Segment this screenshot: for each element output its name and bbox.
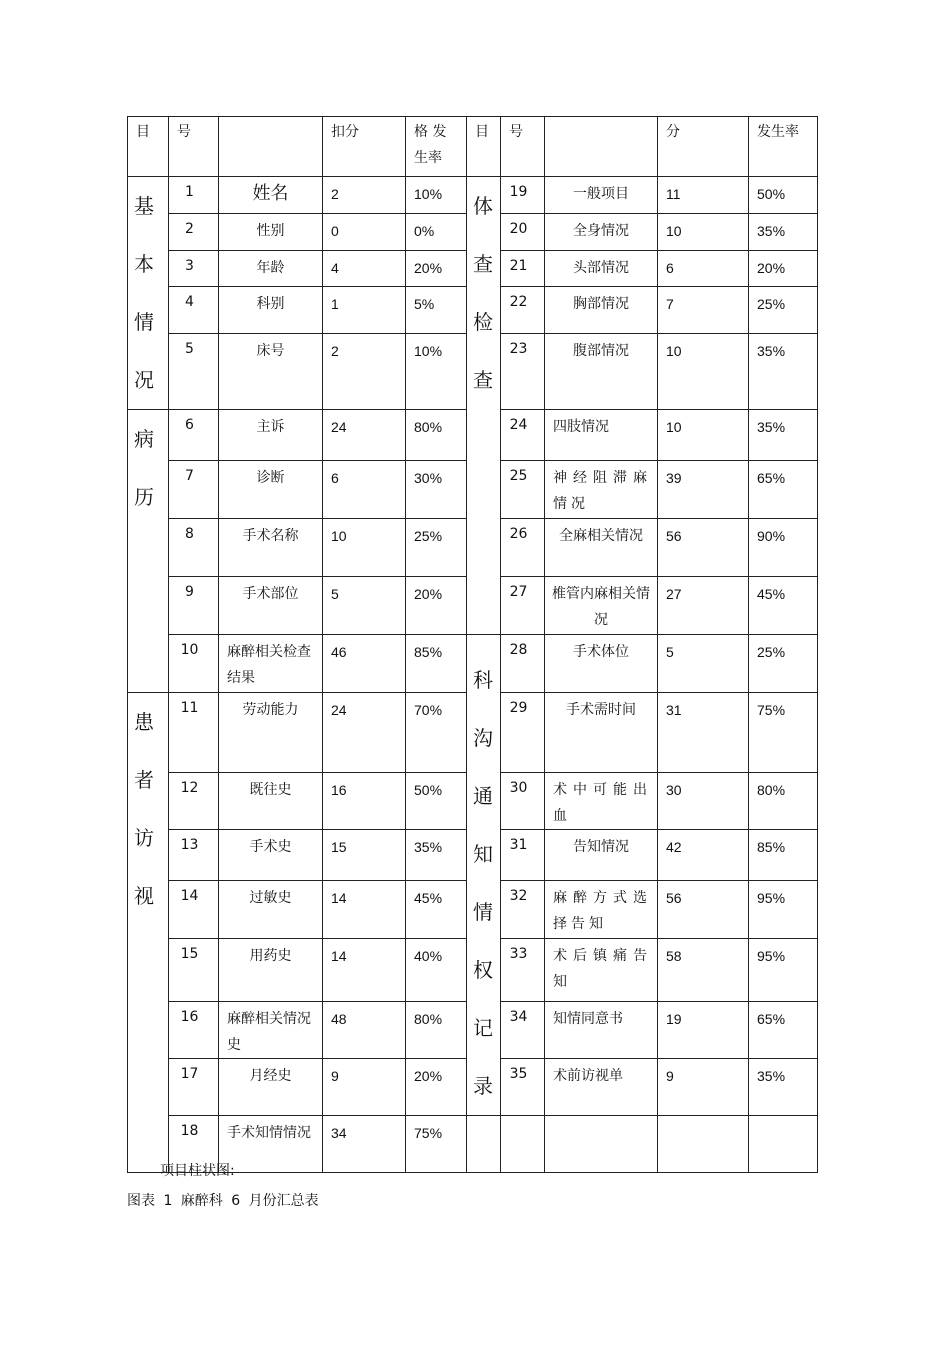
item-name: 既往史: [219, 773, 323, 830]
item-number: 3: [169, 250, 219, 286]
table-row: [128, 177, 818, 214]
item-number: 18: [169, 1116, 219, 1173]
item-name: 告知情况: [545, 830, 658, 881]
incidence-rate: 35%: [749, 334, 818, 410]
incidence-rate: 20%: [406, 577, 467, 635]
header-cell: 目: [467, 117, 501, 177]
item-number: 20: [501, 214, 545, 250]
table-row: [128, 635, 818, 693]
deduction-value: 48: [323, 1002, 406, 1059]
header-cell: [545, 117, 658, 177]
item-number: 15: [169, 939, 219, 1002]
item-name: 手术名称: [219, 519, 323, 577]
deduction-value: 11: [658, 177, 749, 214]
deduction-value: 31: [658, 693, 749, 773]
item-name: 床号: [219, 334, 323, 410]
item-name: 手术体位: [545, 635, 658, 693]
category-cell: [128, 177, 169, 410]
incidence-rate: 90%: [749, 519, 818, 577]
incidence-rate: 30%: [406, 461, 467, 519]
item-name: 手术史: [219, 830, 323, 881]
item-name: 手术知情情况: [219, 1116, 323, 1173]
deduction-value: [658, 1116, 749, 1173]
item-number: 35: [501, 1059, 545, 1116]
deduction-value: 58: [658, 939, 749, 1002]
item-name: 胸部情况: [545, 287, 658, 334]
deduction-value: 14: [323, 939, 406, 1002]
deduction-value: 5: [323, 577, 406, 635]
item-name: 全身情况: [545, 214, 658, 250]
incidence-rate: 75%: [749, 693, 818, 773]
deduction-value: 42: [658, 830, 749, 881]
header-cell: [219, 117, 323, 177]
item-number: [501, 1116, 545, 1173]
item-number: 13: [169, 830, 219, 881]
category-label: 科沟通知情权记录: [473, 668, 493, 1098]
item-number: 21: [501, 250, 545, 286]
item-name: 用药史: [219, 939, 323, 1002]
item-number: 26: [501, 519, 545, 577]
incidence-rate: 35%: [749, 214, 818, 250]
deduction-value: 7: [658, 287, 749, 334]
item-name: 头部情况: [545, 250, 658, 286]
deduction-value: 16: [323, 773, 406, 830]
item-name: 全麻相关情况: [545, 519, 658, 577]
deduction-value: 15: [323, 830, 406, 881]
item-number: 5: [169, 334, 219, 410]
item-name: 科别: [219, 287, 323, 334]
item-number: 17: [169, 1059, 219, 1116]
category-cell: [467, 635, 501, 1116]
deduction-value: 0: [323, 214, 406, 250]
deduction-value: 24: [323, 410, 406, 461]
item-name: 过敏史: [219, 881, 323, 939]
item-name: 诊断: [219, 461, 323, 519]
incidence-rate: 70%: [406, 693, 467, 773]
deduction-value: 27: [658, 577, 749, 635]
incidence-rate: 35%: [406, 830, 467, 881]
item-number: 22: [501, 287, 545, 334]
item-name: 手术部位: [219, 577, 323, 635]
deduction-value: 24: [323, 693, 406, 773]
deduction-value: 5: [658, 635, 749, 693]
empty-cell: [467, 1116, 501, 1173]
item-name: 知情同意书: [545, 1002, 658, 1059]
item-number: 14: [169, 881, 219, 939]
item-number: 9: [169, 577, 219, 635]
header-cell: 目: [128, 117, 169, 177]
item-name: 主诉: [219, 410, 323, 461]
item-number: 7: [169, 461, 219, 519]
table-caption: 图表 1 麻醉科 6 月份汇总表: [127, 1193, 319, 1209]
incidence-rate: 85%: [749, 830, 818, 881]
category-label: 病历: [134, 427, 154, 509]
deduction-value: 19: [658, 1002, 749, 1059]
item-number: 1: [169, 177, 219, 214]
item-name: 四肢情况: [545, 410, 658, 461]
item-name: 一般项目: [545, 177, 658, 214]
item-name: 月经史: [219, 1059, 323, 1116]
item-number: 34: [501, 1002, 545, 1059]
item-number: 25: [501, 461, 545, 519]
item-number: 10: [169, 635, 219, 693]
header-row: [128, 117, 818, 177]
incidence-rate: 25%: [749, 287, 818, 334]
item-name: 麻醉方式选择告知: [545, 881, 658, 939]
incidence-rate: 0%: [406, 214, 467, 250]
header-cell: 发生率: [749, 117, 818, 177]
incidence-rate: 85%: [406, 635, 467, 693]
item-number: 6: [169, 410, 219, 461]
item-number: 19: [501, 177, 545, 214]
incidence-rate: 65%: [749, 1002, 818, 1059]
item-name: 劳动能力: [219, 693, 323, 773]
deduction-value: 10: [658, 214, 749, 250]
header-cell: 号: [169, 117, 219, 177]
item-number: 2: [169, 214, 219, 250]
category-label: 体查检查: [473, 194, 493, 392]
incidence-rate: 75%: [406, 1116, 467, 1173]
item-name: 腹部情况: [545, 334, 658, 410]
incidence-rate: 20%: [406, 250, 467, 286]
item-name: 椎管内麻相关情况: [545, 577, 658, 635]
deduction-value: 46: [323, 635, 406, 693]
deduction-value: 6: [323, 461, 406, 519]
deduction-value: 4: [323, 250, 406, 286]
incidence-rate: 50%: [406, 773, 467, 830]
item-name: 姓名: [219, 177, 323, 214]
chart-caption: 项目柱状图:: [160, 1163, 235, 1179]
incidence-rate: 80%: [749, 773, 818, 830]
incidence-rate: 95%: [749, 939, 818, 1002]
incidence-rate: 50%: [749, 177, 818, 214]
deduction-value: 56: [658, 519, 749, 577]
item-number: 29: [501, 693, 545, 773]
incidence-rate: 95%: [749, 881, 818, 939]
item-name: 神经阻滞麻情况: [545, 461, 658, 519]
incidence-rate: 25%: [406, 519, 467, 577]
incidence-rate: 45%: [749, 577, 818, 635]
incidence-rate: 35%: [749, 1059, 818, 1116]
item-number: 32: [501, 881, 545, 939]
item-number: 31: [501, 830, 545, 881]
incidence-rate: 10%: [406, 177, 467, 214]
incidence-rate: 80%: [406, 410, 467, 461]
category-cell: [128, 693, 169, 1173]
header-cell: 扣分: [323, 117, 406, 177]
incidence-rate: 5%: [406, 287, 467, 334]
deduction-value: 10: [658, 334, 749, 410]
incidence-rate: 80%: [406, 1002, 467, 1059]
deduction-value: 14: [323, 881, 406, 939]
item-name: 术前访视单: [545, 1059, 658, 1116]
incidence-rate: 25%: [749, 635, 818, 693]
item-number: 23: [501, 334, 545, 410]
item-number: 4: [169, 287, 219, 334]
item-number: 11: [169, 693, 219, 773]
item-name: [545, 1116, 658, 1173]
deduction-value: 2: [323, 177, 406, 214]
item-name: 麻醉相关情况史: [219, 1002, 323, 1059]
header-cell: 格 发生率: [406, 117, 467, 177]
deduction-value: 10: [323, 519, 406, 577]
deduction-value: 34: [323, 1116, 406, 1173]
item-name: 麻醉相关检查结果: [219, 635, 323, 693]
category-label: 患者访视: [134, 710, 154, 908]
incidence-rate: 20%: [749, 250, 818, 286]
deduction-value: 30: [658, 773, 749, 830]
header-cell: 号: [501, 117, 545, 177]
header-cell: 分: [658, 117, 749, 177]
item-name: 手术需时间: [545, 693, 658, 773]
incidence-rate: 40%: [406, 939, 467, 1002]
item-name: 性别: [219, 214, 323, 250]
summary-table: [127, 116, 818, 1173]
category-cell: [128, 410, 169, 693]
incidence-rate: 45%: [406, 881, 467, 939]
deduction-value: 6: [658, 250, 749, 286]
deduction-value: 1: [323, 287, 406, 334]
incidence-rate: 35%: [749, 410, 818, 461]
item-name: 术中可能出血: [545, 773, 658, 830]
category-cell: [467, 177, 501, 635]
item-name: 术后镇痛告知: [545, 939, 658, 1002]
deduction-value: 2: [323, 334, 406, 410]
item-number: 24: [501, 410, 545, 461]
deduction-value: 39: [658, 461, 749, 519]
item-number: 33: [501, 939, 545, 1002]
deduction-value: 56: [658, 881, 749, 939]
item-number: 8: [169, 519, 219, 577]
deduction-value: 9: [323, 1059, 406, 1116]
incidence-rate: 20%: [406, 1059, 467, 1116]
item-number: 28: [501, 635, 545, 693]
item-number: 30: [501, 773, 545, 830]
item-number: 27: [501, 577, 545, 635]
incidence-rate: 10%: [406, 334, 467, 410]
item-number: 12: [169, 773, 219, 830]
incidence-rate: 65%: [749, 461, 818, 519]
category-label: 基本情况: [134, 194, 154, 392]
deduction-value: 10: [658, 410, 749, 461]
item-name: 年龄: [219, 250, 323, 286]
incidence-rate: [749, 1116, 818, 1173]
deduction-value: 9: [658, 1059, 749, 1116]
item-number: 16: [169, 1002, 219, 1059]
